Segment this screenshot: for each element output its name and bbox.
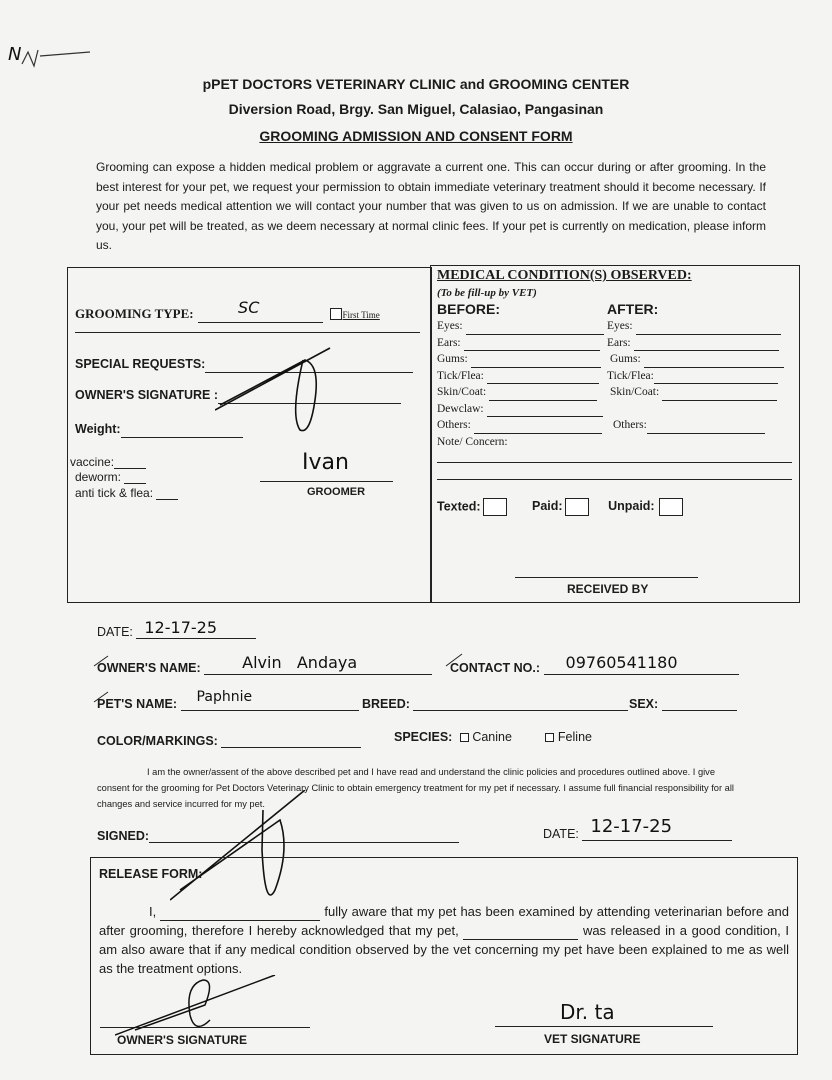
owner-signature-label: OWNER'S SIGNATURE : [75,388,219,402]
medical-title: MEDICAL CONDITION(S) OBSERVED: [437,268,692,283]
grooming-type-label: GROOMING TYPE: [75,306,194,321]
after-tickflea-field[interactable] [607,368,784,385]
before-ears-field[interactable] [437,335,604,352]
date-value: 12-17-25 [144,618,217,637]
canine-checkbox[interactable] [460,733,469,742]
release-text-1: I, [149,904,157,919]
field-label: Gums: [610,353,641,365]
note-line-2[interactable] [437,479,792,480]
received-by-line[interactable] [515,577,698,578]
consent-date-label: DATE: [543,827,579,841]
clinic-name: pPET DOCTORS VETERINARY CLINIC and GROOMING CENTER [202,76,630,92]
after-label: AFTER: [607,301,659,317]
unpaid-label: Unpaid: [608,499,655,514]
owner-name-field[interactable] [97,653,432,675]
consent-text: I am the owner/assent of the above described pet and I have read and understand the clinic policies and procedures outlined above. I give consent for the grooming for Pet Doctors Veterinary Clinic to obtain emergency treatment for my pet if necessary. I assume full financial responsibility for all changes and service incurred for my pet. [97,767,734,809]
grooming-type-field[interactable] [75,298,380,323]
texted-label: Texted: [437,499,481,514]
intro-paragraph: Grooming can expose a hidden medical problem or aggravate a current one. This can occur during or after grooming. In the best interest for your pet, we request your permission to obtain immediate veterinary treatment should it become necessary. If your pet needs medical attention we will contact your number that was given to us on admission. If we are unable to contact you, your pet will be treated, as we deem necessary at normal clinic fees. If your pet is currently on medication, please inform us. [96,160,766,252]
date-label: DATE: [97,625,133,639]
after-others-field[interactable] [613,417,784,434]
medical-subtitle: (To be fill-up by VET) [437,287,537,299]
consent-date-value: 12-17-25 [590,816,673,837]
date-field[interactable] [97,618,256,639]
field-label: Skin/Coat: [437,386,487,398]
special-requests-label: SPECIAL REQUESTS: [75,357,206,371]
release-owner-name-blank[interactable] [160,908,320,921]
vaccine-label: vaccine: [70,455,115,469]
breed-field[interactable] [362,696,628,711]
field-label: Eyes: [607,320,633,332]
contact-value: 09760541180 [565,653,678,672]
payment-status-row [437,498,683,516]
pet-name-value: Paphnie [196,689,253,705]
species-label: SPECIES: [394,730,453,744]
groomer-name: Ivan [302,450,349,475]
release-owner-signature-line[interactable] [100,1027,310,1028]
before-skincoat-field[interactable] [437,384,604,401]
after-ears-field[interactable] [607,335,784,352]
form-title: GROOMING ADMISSION AND CONSENT FORM [259,128,573,144]
note-concern-label: Note/ Concern: [437,435,508,448]
color-field[interactable] [97,733,361,748]
field-label: Dewclaw: [437,402,484,415]
vaccine-field[interactable] [70,455,146,469]
after-skincoat-field[interactable] [610,384,784,401]
field-label: Ears: [437,336,461,349]
sex-field[interactable] [629,696,737,711]
deworm-field[interactable] [75,470,146,484]
before-eyes-field[interactable] [437,318,604,335]
consent-date-field[interactable] [543,816,732,841]
release-owner-signature-label: OWNER'S SIGNATURE [117,1033,247,1047]
before-dewclaw-field[interactable] [437,401,604,418]
release-paragraph [99,902,789,978]
contact-field[interactable] [450,653,739,675]
grooming-type-extra-line[interactable] [75,332,420,333]
owner-name-label: OWNER'S NAME: [97,661,201,675]
color-label: COLOR/MARKINGS: [97,734,218,748]
groomer-line[interactable] [260,481,393,482]
pet-name-field[interactable] [97,689,359,711]
after-fields [607,318,784,434]
vet-signature-line[interactable] [495,1026,713,1027]
canine-label: Canine [472,730,512,744]
vet-signature-value: Dr. ta [560,1000,615,1024]
paid-checkbox[interactable] [565,498,589,516]
species-field [394,730,592,744]
release-pet-name-blank[interactable] [463,927,578,940]
field-label: Tick/Flea: [607,369,654,382]
field-label: Eyes: [437,320,463,332]
before-label: BEFORE: [437,301,500,317]
after-gums-field[interactable] [610,351,784,368]
field-label: Gums: [437,353,468,365]
deworm-label: deworm: [75,470,122,484]
breed-label: BREED: [362,697,410,711]
weight-label: Weight: [75,422,121,436]
owner-name-value: Alvin Andaya [242,653,358,672]
pet-name-label: PET'S NAME: [97,697,178,711]
before-tickflea-field[interactable] [437,368,604,385]
signed-field[interactable] [97,828,459,843]
field-label: Others: [437,419,471,431]
after-eyes-field[interactable] [607,318,784,335]
special-requests-field[interactable] [75,355,413,373]
antitick-label: anti tick & flea: [75,486,154,500]
release-title: RELEASE FORM: [99,867,203,881]
release-text-3: was released in a good condition, I am also aware that if any medical condition observed by the vet concerning my pet have been explained to me as well as the treatment options. [99,923,789,976]
release-text-2: fully aware that my pet has been examined by attending veterinarian before and after grooming, therefore I hereby acknowledged that my pet, [99,904,789,938]
texted-checkbox[interactable] [483,498,507,516]
clinic-address: Diversion Road, Brgy. San Miguel, Calasiao, Pangasinan [228,101,604,117]
unpaid-checkbox[interactable] [659,498,683,516]
before-others-field[interactable] [437,417,604,434]
field-label: Ears: [607,336,631,349]
before-gums-field[interactable] [437,351,604,368]
paid-label: Paid: [532,499,563,514]
first-time-checkbox[interactable] [330,308,342,320]
groomer-label: GROOMER [307,486,366,498]
field-label: Others: [613,419,647,431]
note-line-1[interactable] [437,462,792,463]
feline-label: Feline [557,730,592,744]
contact-label: CONTACT NO.: [450,661,541,675]
received-by-label: RECEIVED BY [567,582,649,596]
grooming-type-value: SC [238,298,260,317]
first-time-label: First Time [342,310,380,320]
owner-signature-field[interactable] [75,386,401,404]
sex-label: SEX: [629,697,659,711]
field-label: Skin/Coat: [610,386,660,398]
weight-field[interactable] [75,420,243,438]
signed-label: SIGNED: [97,829,150,843]
before-fields [437,318,604,450]
vet-signature-label: VET SIGNATURE [544,1032,641,1046]
margin-note: N [8,44,22,65]
field-label: Tick/Flea: [437,369,484,382]
antitick-field[interactable] [75,486,178,500]
feline-checkbox[interactable] [545,733,554,742]
